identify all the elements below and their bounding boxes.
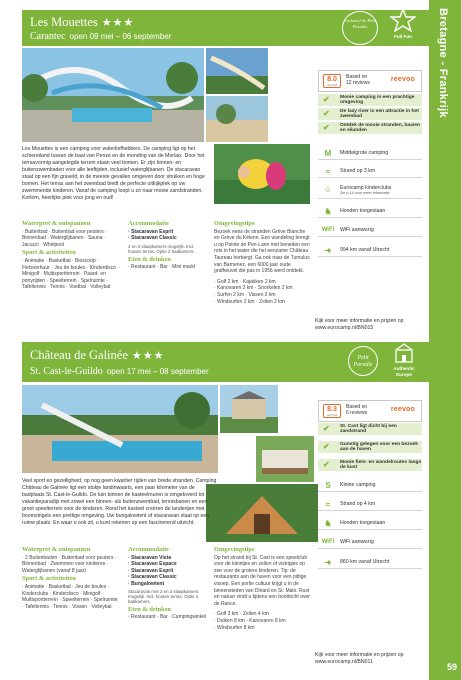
wave-icon: ≈: [325, 500, 331, 509]
feature-item: ✔ St. Cast ligt dicht bij een zandstrand: [318, 423, 422, 435]
facility-item: ♞ Honden toegestaan: [318, 205, 422, 218]
star-rating: ★★★: [101, 17, 135, 29]
facility-item: ➜ 994 km vanaf Utrecht: [318, 244, 422, 257]
facility-item: WiFi WiFi aanwezig: [318, 536, 422, 549]
camping-header: [22, 10, 429, 46]
sport-list: · Animatie · Basketbal · Bioscoop · Fietsverhuur · Jeu de boules · Kinderdisco · Minigolf · Multisportterrein · Paard- en ponyrijden · Speelterrein · Spelruimte · Tafeltennis · Tennis · Voetbal · Volleybal: [22, 257, 119, 291]
wave-icon: ≈: [325, 167, 331, 176]
star-rating: ★★★: [131, 350, 165, 362]
tent-photo: [206, 484, 318, 542]
sport-heading: Sport & activiteiten: [22, 575, 76, 583]
surroundings-text: Op het strand bij St. Cast is een speelclub voor de kleintjes en zeilen of vistripjes op zee voor de grotere kinderen. Tip: de restaurants aan de haven voor een pittige visoep. Een portie cultuur krijgt u in de binnensteden van Dinard en St. Malo. Rust en natuur vindt u tijdens een boottocht over de Rance.: [214, 554, 310, 607]
reevoo-logo: reevoo: [390, 406, 415, 413]
camping-period: open 17 mei – 08 september: [106, 367, 209, 376]
authentic-europe-award: Authentic Europe: [384, 342, 424, 377]
food-list: · Restaurant · Bar · Mini markt: [128, 264, 196, 271]
mobilehome-photo: [256, 436, 314, 482]
accommodation-heading: Accommodatie: [128, 220, 169, 227]
camping-location: Carantec: [30, 31, 66, 42]
camping-title: Les Mouettes ★★★: [30, 15, 135, 29]
water-heading: Waterpret & ontspannen: [22, 220, 91, 227]
feature-item: ✔ Gunstig gelegen voor een bezoek aan de haven: [318, 441, 422, 453]
facility-item: ♞ Honden toegestaan: [318, 517, 422, 530]
dog-icon: ♞: [324, 207, 332, 216]
full-fun-award: Full Fun: [386, 8, 420, 40]
pool-photo: [22, 385, 218, 473]
food-heading: Eten & drinken: [128, 605, 171, 613]
surroundings-heading: Omgevingstips: [214, 546, 255, 553]
more-info-link[interactable]: Kijk voor meer informatie en prijzen op www.eurocamp.nl/BN011: [315, 652, 404, 665]
wifi-icon: WiFi: [321, 227, 335, 233]
surroundings-text: Bezoek eens de stranden Grève Blanche en Grève du Kélenn. Een wandeling brengt u op Pointe de Pen-Lann met beneden een rots in het water die het eenzame Château Taureau herbergt. Ga ook naar de Tumulus van Barnenez, een 6000 jaar oude grafheuvel die pas in 1955 werd ontdekt.: [214, 228, 310, 275]
review-count: 6 reviews: [346, 410, 368, 417]
castle-icon: [393, 342, 415, 364]
accommodation-note: 2 en 3 slaapkamers mogelijk. Incl. houten terras. Optie 2 badkamers.: [128, 243, 195, 255]
food-heading: Eten & drinken: [128, 255, 171, 263]
more-info-link[interactable]: Kijk voor meer informatie en prijzen op www.eurocamp.nl/BN015: [315, 318, 404, 331]
camping-description: Les Mouettes is een camping voor waterliefhebbers. De camping ligt op het schiereiland tussen de baai van Penze en de monding van de Morlaix. Door het terrasvormig aangelegde terrein staan veel bomen. Er zijn binnen- en buitenzwembaden voor alle leeftijden, inclusief waterglijbanen. De stacaravan staat op een fijn graveld, in de meeste gevallen omgeven door struiken en hoge bomen. Het terras aan het zwembad biedt de perfecte uitkijkplek op uw zwemmende kinderen. Vanaf de camping loopt u zo naar mooie zandstranden. Kortom, heerlijke plek voor jong en oud!: [22, 146, 205, 201]
camping-location: St. Cast-le-Guildo: [30, 366, 103, 377]
facility-item: S Kleine camping: [318, 479, 422, 492]
feature-item: ✔ Mooie fiets- en wandelroutes langs de kust: [318, 459, 422, 471]
facility-item: M Middelgrote camping: [318, 147, 422, 160]
facilities-column: [22, 545, 120, 610]
region-sidebar: [429, 0, 461, 680]
accommodation-note: Stacaravan met 2 en 3 slaapkamers mogelijk. Incl. houten terras. Optie 2 badkamers.: [128, 588, 199, 605]
petit-paradis-badge: Exclusief de Petit Paradis: [342, 11, 378, 45]
surroundings-heading: Omgevingstips: [214, 220, 255, 227]
sport-heading: Sport & activiteiten: [22, 249, 76, 257]
water-list: · Buitenbad · Buitenbad voor peuters · Binnenbad · Waterglijbanen · Sauna · Jacuzzi · Whirlpool: [22, 228, 107, 248]
accommodation-item: · Stacaravan Classic: [128, 574, 177, 581]
facility-item: WiFi WiFi aanwezig: [318, 224, 422, 237]
feature-item: ✔ De lazy river is een attractie in het zwembad: [318, 108, 422, 120]
rating-score: 8.0 out of 10: [323, 74, 341, 88]
map-marker-icon: S: [325, 481, 331, 490]
facility-item: ≈ Strand op 3 km: [318, 165, 422, 178]
check-icon: ✔: [323, 424, 330, 433]
accommodation-item: · Stacaravan Espace: [128, 561, 177, 568]
accommodation-item: · Stacaravan Esprit: [128, 567, 174, 574]
camping-subtitle: [30, 366, 209, 377]
review-count: 12 reviews: [346, 80, 370, 87]
check-icon: ✔: [323, 460, 330, 469]
wifi-icon: WiFi: [321, 539, 335, 545]
camping-title: Château de Galinée ★★★: [30, 348, 165, 362]
castle-photo: [220, 385, 278, 433]
accommodation-item: · Bungalowtent: [128, 580, 165, 587]
petit-paradis-badge: Petit Paradis: [348, 346, 378, 376]
check-icon: ✔: [323, 109, 330, 118]
facility-item: ≈ Strand op 4 km: [318, 498, 422, 511]
star-award-icon: [390, 8, 416, 32]
reevoo-rating: 8.3 out of 10 Based on 6 reviews reevoo: [318, 400, 422, 422]
accommodation-heading: Accommodatie: [128, 546, 169, 553]
reevoo-rating: 8.0 out of 10 Based on 12 reviews reevoo: [318, 70, 422, 92]
page-number: 59: [446, 662, 457, 672]
region-label: Bretagne - Frankrijk: [437, 8, 449, 118]
accommodation-item: · Stacaravan Vista: [128, 554, 171, 561]
camping-period: open 09 mei – 06 september: [69, 32, 172, 41]
accommodation-column: [128, 545, 208, 621]
map-marker-icon: M: [324, 149, 332, 158]
sport-list: · Animatie · Basketbal · Jeu de boules · Kinderclubs · Kinderdisco · Minigolf · Multisportterrein · Speelterrein · Spelruimte · Tafeltennis · Tennis · Vissen · Volleybal: [22, 583, 118, 610]
reevoo-logo: reevoo: [390, 76, 415, 83]
waterslide-photo: [22, 48, 204, 142]
check-icon: ✔: [323, 123, 330, 132]
check-icon: ✔: [323, 95, 330, 104]
kids-icon: ☺: [323, 185, 333, 194]
feature-item: ✔ Ontdek de mooie stranden, baaien en eilanden: [318, 122, 422, 134]
surroundings-column: [214, 545, 310, 631]
accommodation-column: [128, 219, 208, 271]
water-heading: Waterpret & ontspannen: [22, 546, 91, 553]
slide-photo: [206, 48, 268, 94]
facilities-column: [22, 219, 120, 291]
water-list: · 2 Buitenbaden · Buitenbad voor peuters · Binnenbad · Zwemmen voor kinderen · Waterglijbanen (vanaf 8 jaar): [22, 554, 117, 574]
facility-item: ➜ 860 km vanaf Utrecht: [318, 556, 422, 569]
feature-item: ✔ Mooie camping in een prachtige omgeving: [318, 94, 422, 106]
distances-list: · Golf 2 km · Kajakken 2 km · Kanovaren 2 km · Snorkelen 2 km · Surfen 2 km · Vissen 2 km · Windsurfen 2 km · Zeilen 2 km: [214, 278, 293, 305]
car-icon: ➜: [324, 558, 332, 567]
dog-icon: ♞: [324, 519, 332, 528]
check-icon: ✔: [323, 442, 330, 451]
kids-play-photo: [214, 144, 310, 204]
rating-score: 8.3 out of 10: [323, 404, 341, 418]
car-icon: ➜: [324, 246, 332, 255]
accommodation-item: · Stacaravan Esprit: [128, 228, 174, 235]
distances-list: · Golf 3 km · Zeilen 4 km · Duiken 8 km · Kanovaren 8 km · Windsurfen 8 km: [214, 611, 286, 631]
surroundings-column: [214, 219, 310, 305]
camping-subtitle: [30, 31, 171, 42]
facility-item: ☺ Eurocamp kinderclubs Zie p.14 voor meer informatie: [318, 183, 422, 199]
camping-description: Veel sport en gezelligheid, op nog geen kwartier rijden van brede stranden. Camping Château de Galinée ligt een stukje landinwaarts, een paar kilometer van de badplaats St. Cast-le-Guildo. De tuin binnen de kasteelmuren is omgetoverd tot vakantieparadijs met zowel een binnen- als buitenzwembad, tennisbanen en een groot speelterrein voor de kinderen. Rond het kasteel creëren de landerijen met boomsingels een prettige omgeving. Uw bungalowtent of stacaravan staat op een ruime plaats. En waar u ook zit, u kunt rekenen op een fascinerend uitzicht.: [22, 478, 217, 526]
beach-photo: [206, 96, 268, 142]
camping-header: [22, 342, 429, 382]
food-list: · Restaurant · Bar · Campingwinkel: [128, 614, 207, 621]
accommodation-item: · Stacaravan Classic: [128, 235, 177, 242]
